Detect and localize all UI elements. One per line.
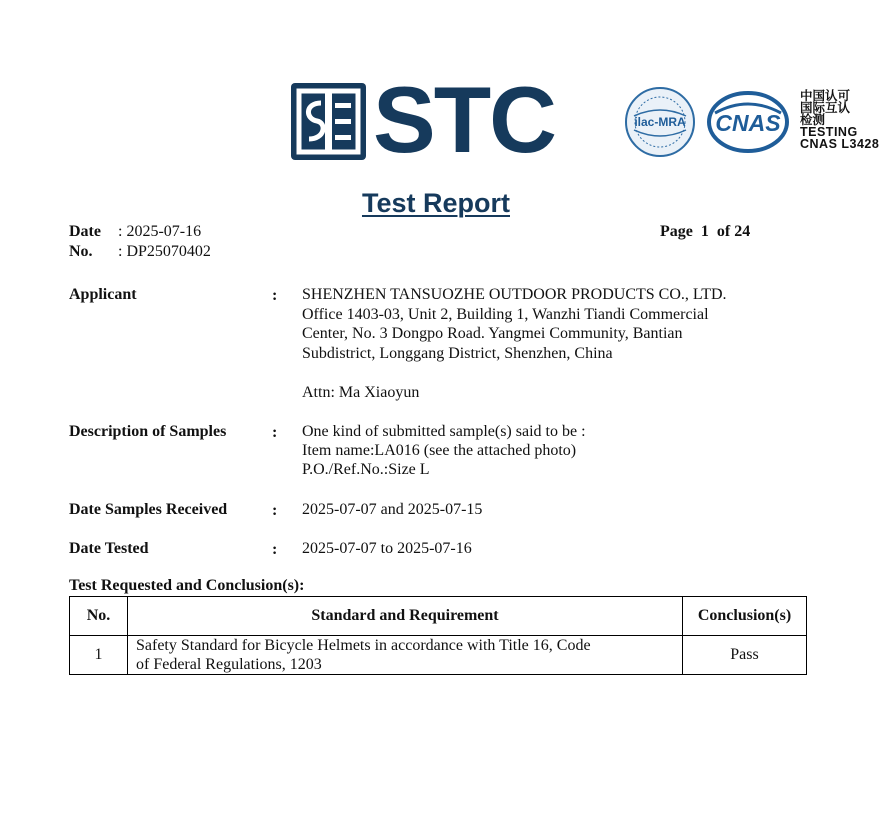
samples-item-name: Item name:LA016 (see the attached photo): [302, 442, 577, 459]
tested-label: Date Tested: [69, 540, 149, 557]
row-result: Pass: [683, 636, 807, 675]
stc-emblem-logo: [291, 83, 366, 160]
applicant-address-line-1: Office 1403-03, Unit 2, Building 1, Wanzhi Tiandi Commercial: [302, 306, 709, 323]
cnas-seal-icon: [707, 91, 789, 153]
cn-accreditation-line-2: 国际互认: [800, 101, 851, 115]
applicant-address-line-3: Subdistrict, Longgang District, Shenzhen, China: [302, 345, 613, 362]
samples-line-1: One kind of submitted sample(s) said to be :: [302, 423, 586, 440]
table-header-row: [70, 597, 807, 636]
stc-logo-text: STC: [373, 67, 555, 172]
row-no: 1: [70, 636, 128, 675]
report-title: Test Report: [361, 188, 510, 218]
tested-colon: :: [272, 541, 278, 558]
page-total: 24: [734, 223, 751, 240]
samples-colon: :: [272, 424, 278, 441]
table-row: [70, 636, 807, 675]
accreditation-text-block: [800, 90, 879, 150]
tested-value: 2025-07-07 to 2025-07-16: [302, 540, 472, 557]
cnas-label: CNAS: [715, 110, 781, 136]
applicant-name: SHENZHEN TANSUOZHE OUTDOOR PRODUCTS CO., LTD.: [302, 286, 727, 303]
page-current: 1: [700, 223, 709, 240]
column-header-no: No.: [70, 597, 128, 636]
page-of: of: [716, 223, 731, 240]
page-indicator: [660, 222, 750, 242]
received-colon: :: [272, 502, 278, 519]
applicant-address-line-2: Center, No. 3 Dongpo Road. Yangmei Community, Bantian: [302, 325, 683, 342]
applicant-attn: Attn: Ma Xiaoyun: [302, 384, 420, 401]
column-header-conclusion: Conclusion(s): [683, 597, 807, 636]
samples-po-ref: P.O./Ref.No.:Size L: [302, 461, 430, 478]
date-value: : 2025-07-16: [118, 223, 202, 240]
page-label: Page: [660, 223, 693, 240]
applicant-label: Applicant: [69, 286, 137, 303]
row-requirement: [128, 636, 683, 675]
cnas-number: CNAS L3428: [800, 137, 880, 151]
row-requirement-line-1: Safety Standard for Bicycle Helmets in accordance with Title 16, Code: [136, 637, 591, 654]
column-header-standard: Standard and Requirement: [128, 597, 683, 636]
cn-accreditation-line-1: 中国认可: [800, 89, 851, 103]
row-requirement-line-2: of Federal Regulations, 1203: [136, 656, 322, 673]
ilac-mra-label: ilac-MRA: [634, 115, 686, 129]
conclusion-table: [69, 596, 807, 675]
conclusion-heading: Test Requested and Conclusion(s):: [69, 577, 305, 594]
received-value: 2025-07-07 and 2025-07-15: [302, 501, 483, 518]
applicant-colon: :: [272, 287, 278, 304]
date-label: Date: [69, 223, 101, 240]
ilac-mra-seal-icon: [624, 86, 696, 158]
report-no-label: No.: [69, 243, 93, 260]
samples-label: Description of Samples: [69, 423, 227, 440]
testing-label: TESTING: [800, 125, 858, 139]
report-no-value: : DP25070402: [118, 243, 211, 260]
received-label: Date Samples Received: [69, 501, 228, 518]
cn-accreditation-line-3: 检测: [800, 113, 826, 127]
